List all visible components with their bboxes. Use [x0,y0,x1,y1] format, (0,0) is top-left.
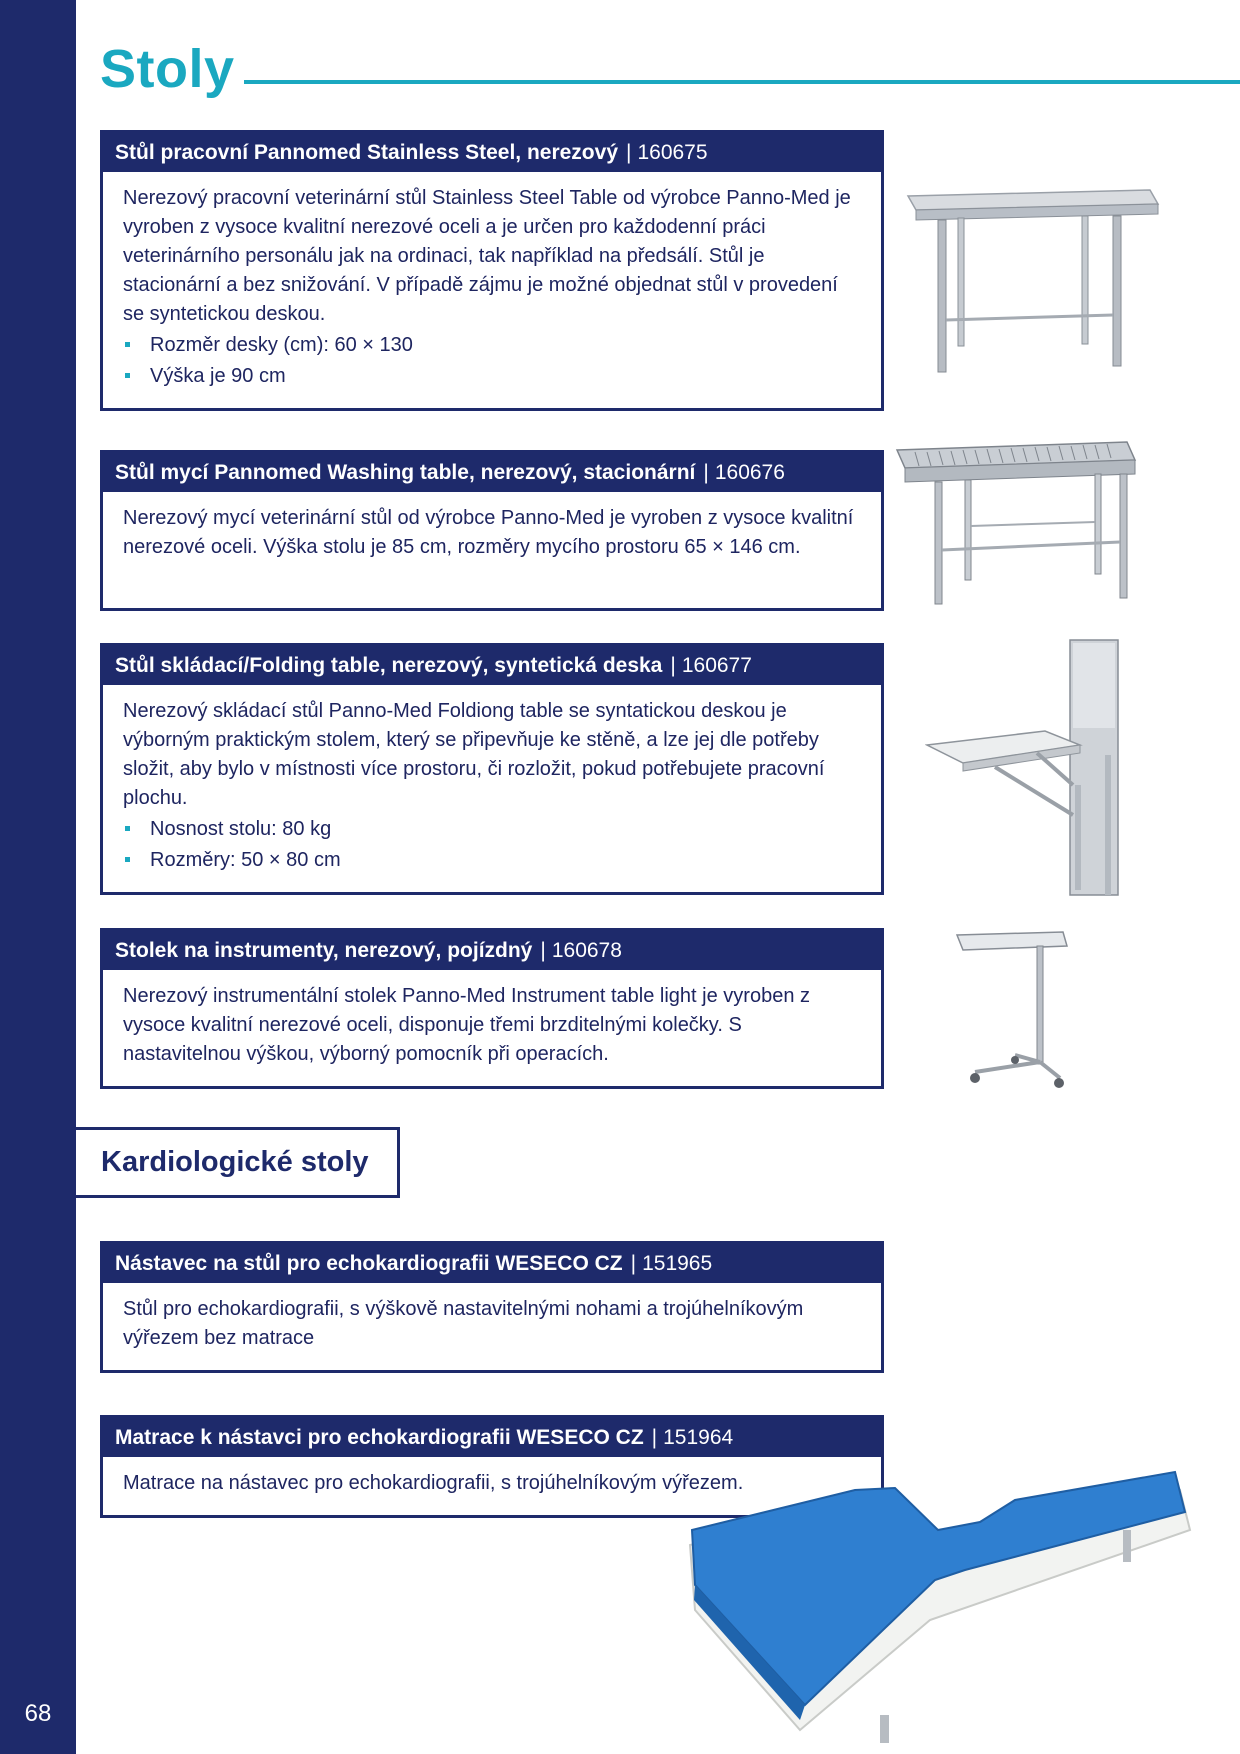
header-separator: | [630,1252,637,1275]
bullet-item [123,362,861,391]
product-header [103,646,881,685]
folding-table-image [925,635,1125,900]
product-card [100,928,884,1089]
product-code: 160677 [681,654,752,677]
product-description: Nerezový skládací stůl Panno-Med Foldiong table se syntatickou deskou je výborným praktickým stolem, který se připevňuje ke stěně, a lze jej dle potřeby složit, aby bylo v místnosti více prostoru, či rozložit, pokud potřebujete pracovní plochu. [123,700,825,809]
page-title: Stoly [100,39,235,99]
product-header [103,1244,881,1283]
product-card [100,1241,884,1373]
washing-table-image [895,430,1167,610]
product-description: Stůl pro echokardiografii, s výškově nastavitelnými nohami a trojúhelníkovým výřezem bez matrace [123,1298,804,1349]
product-name: Stůl skládací/Folding table, nerezový, syntetická deska [115,654,663,677]
product-name: Nástavec na stůl pro echokardiografii WESECO CZ [115,1252,623,1275]
product-code: 160676 [714,461,785,484]
bullet-square-icon [125,342,130,347]
work-table-image [900,180,1165,380]
bullet-text: Nosnost stolu: 80 kg [150,818,332,840]
header-separator: | [670,654,676,677]
bullet-square-icon [125,857,130,862]
product-body [103,492,881,574]
product-code: 160678 [551,939,622,962]
product-body [103,172,881,403]
product-description: Matrace na nástavec pro echokardiografii, s trojúhelníkovým výřezem. [123,1472,744,1494]
bullet-text: Výška je 90 cm [150,365,286,387]
product-code: 160675 [637,141,708,164]
product-card [100,130,884,411]
product-description: Nerezový instrumentální stolek Panno-Med Instrument table light je vyroben z vysoce kvalitní nerezové oceli, disponuje třemi brzditelnými kolečky. S nastavitelnou výškou, výborný pomocník při operacích. [123,985,811,1065]
product-body [103,685,881,887]
bullet-text: Rozměr desky (cm): 60 × 130 [150,334,413,356]
product-name: Stůl pracovní Pannomed Stainless Steel, nerezový [115,141,618,164]
page-number: 68 [24,1700,52,1727]
product-bullets [123,331,861,391]
product-description: Nerezový mycí veterinární stůl od výrobce Panno-Med je vyroben z vysoce kvalitní nerezové oceli. Výška stolu je 85 cm, rozměry mycího prostoru 65 × 146 cm. [123,507,854,558]
product-header [103,931,881,970]
bullet-text: Rozměry: 50 × 80 cm [150,849,341,871]
product-header [103,133,881,172]
section-heading: Kardiologické stoly [76,1127,400,1198]
product-card [100,643,884,895]
product-bullets [123,815,861,875]
title-rule [244,80,1240,84]
product-header [103,453,881,492]
echocardiography-table-image [680,1460,1200,1745]
bullet-square-icon [125,826,130,831]
header-separator: | [540,939,546,962]
bullet-square-icon [125,373,130,378]
product-card [100,450,884,611]
sidebar-band [0,0,76,1754]
product-name: Stůl mycí Pannomed Washing table, nerezový, stacionární [115,461,696,484]
product-description: Nerezový pracovní veterinární stůl Stainless Steel Table od výrobce Panno-Med je vyroben z vysoce kvalitní nerezové oceli a je určen pro každodenní práci veterinárního personálu jak na ordinaci, tak například na předsálí. Stůl je stacionární a bez snižování. V případě zájmu je možné objednat stůl v provedení se syntetickou deskou. [123,187,851,325]
bullet-item [123,815,861,844]
product-code: 151965 [642,1252,713,1275]
product-code: 151964 [663,1426,734,1449]
header-separator: | [703,461,709,484]
product-body [103,970,881,1081]
product-name: Matrace k nástavci pro echokardiografii WESECO CZ [115,1426,644,1449]
product-header [103,1418,881,1457]
product-name: Stolek na instrumenty, nerezový, pojízdný [115,939,533,962]
instrument-table-image [955,930,1070,1090]
product-body [103,1283,881,1365]
bullet-item [123,846,861,875]
header-separator: | [651,1426,658,1449]
bullet-item [123,331,861,360]
header-separator: | [626,141,632,164]
